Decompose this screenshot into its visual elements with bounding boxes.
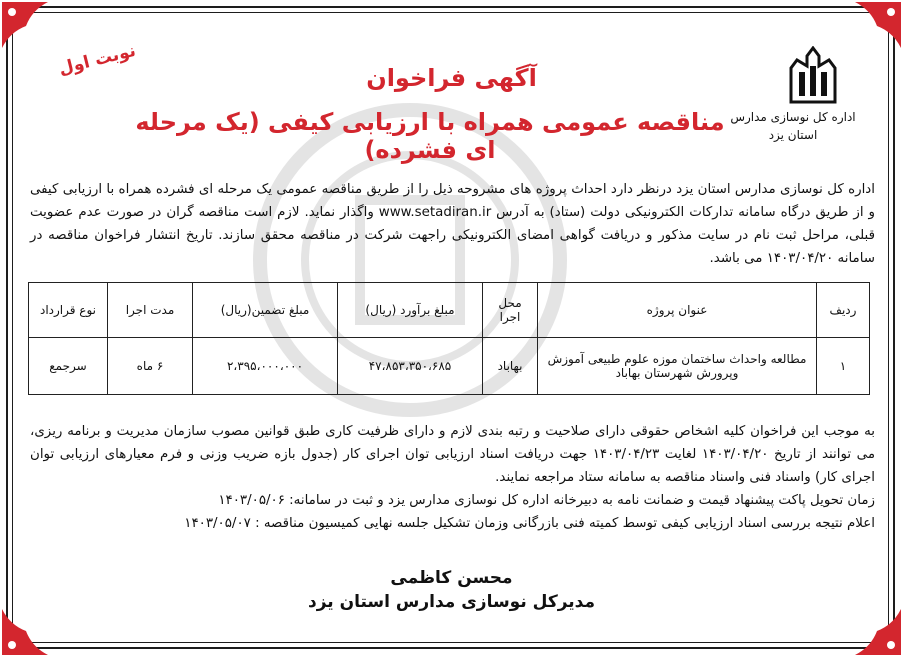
eligibility-paragraph: به موجب این فراخوان کلیه اشخاص حقوقی دارای صلاحیت و رتبه بندی لازم و دارای ظرفیت کاری طبق قوانین مصوب سازمان مدیریت و برنامه ریزی، می توانند از تاریخ ۱۴۰۳/۰۴/۲۰ لغایت ۱۴۰۳/۰۴/۲۳ جهت دریافت اسناد ارزیابی توان اجرای کار (جدول بازه ضریب وزنی و فرم معیارهای ارزیابی توان اجرای کار) واسناد فنی واسناد مناقصه به سامانه ستاد مراجعه نمایند.	[30, 424, 875, 485]
col-estimate: مبلغ برآورد (ریال)	[338, 283, 483, 338]
cell-row-number: ۱	[817, 338, 870, 395]
col-location: محل اجرا	[483, 283, 538, 338]
col-guarantee: مبلغ تضمین(ریال)	[193, 283, 338, 338]
cell-duration: ۶ ماه	[108, 338, 193, 395]
corner-ornament-icon	[2, 609, 48, 655]
corner-ornament-icon	[855, 2, 901, 48]
cell-location: بهاباد	[483, 338, 538, 395]
organization-line-2: استان یزد	[768, 128, 818, 142]
table-header-row	[29, 283, 870, 338]
corner-ornament-icon	[2, 2, 48, 48]
page-title: آگهی فراخوان	[366, 64, 537, 92]
organization-name	[723, 108, 863, 144]
page-subtitle: مناقصه عمومی همراه با ارزیابی کیفی (یک مرحله ای فشرده)	[135, 108, 725, 164]
intro-paragraph: اداره کل نوسازی مدارس استان یزد درنظر دارد احداث پروژه های مشروحه ذیل را از طریق مناقصه عمومی یک مرحله ای فشرده همراه با ارزیابی کیفی و از طریق درگاه سامانه تدارکات الکترونیکی دولت (ستاد) به آدرس www.setadiran.ir واگذار نماید. لازم است مناقصه گران در صورت عدم عضویت قبلی، مراحل ثبت نام در سایت مذکور و دریافت گواهی امضای الکترونیکی راجهت شرکت در مناقصه محقق سازند. تاریخ انتشار فراخوان مناقصه در سامانه ۱۴۰۳/۰۴/۲۰ می باشد.	[30, 182, 875, 266]
col-duration: مدت اجرا	[108, 283, 193, 338]
col-contract-type: نوع قرارداد	[29, 283, 108, 338]
result-announcement: اعلام نتیجه بررسی اسناد ارزیابی کیفی توسط کمیته فنی بازرگانی وزمان تشکیل جلسه نهایی کمیسیون مناقصه : ۱۴۰۳/۰۵/۰۷	[184, 516, 875, 531]
round-label: نوبت اول	[56, 40, 138, 80]
details-section	[30, 420, 875, 535]
corner-ornament-icon	[855, 609, 901, 655]
cell-guarantee: ۲،۳۹۵،۰۰۰،۰۰۰	[193, 338, 338, 395]
signatory-name: محسن کاظمی	[390, 568, 513, 588]
cell-contract-type: سرجمع	[29, 338, 108, 395]
col-project-title: عنوان پروژه	[538, 283, 817, 338]
submission-deadline: زمان تحویل پاکت پیشنهاد قیمت و ضمانت نامه به دبیرخانه اداره کل نوسازی مدارس یزد و ثبت در سامانه: ۱۴۰۳/۰۵/۰۶	[218, 493, 875, 508]
organization-line-1: اداره کل نوسازی مدارس	[730, 110, 856, 124]
cell-project-title: مطالعه واحداث ساختمان موزه علوم طبیعی آموزش وپرورش شهرستان بهاباد	[538, 338, 817, 395]
cell-estimate: ۴۷،۸۵۳،۳۵۰،۶۸۵	[338, 338, 483, 395]
tender-table	[28, 282, 870, 395]
signatory-position: مدیرکل نوسازی مدارس استان یزد	[307, 592, 596, 612]
col-row-number: ردیف	[817, 283, 870, 338]
table-row	[29, 338, 870, 395]
